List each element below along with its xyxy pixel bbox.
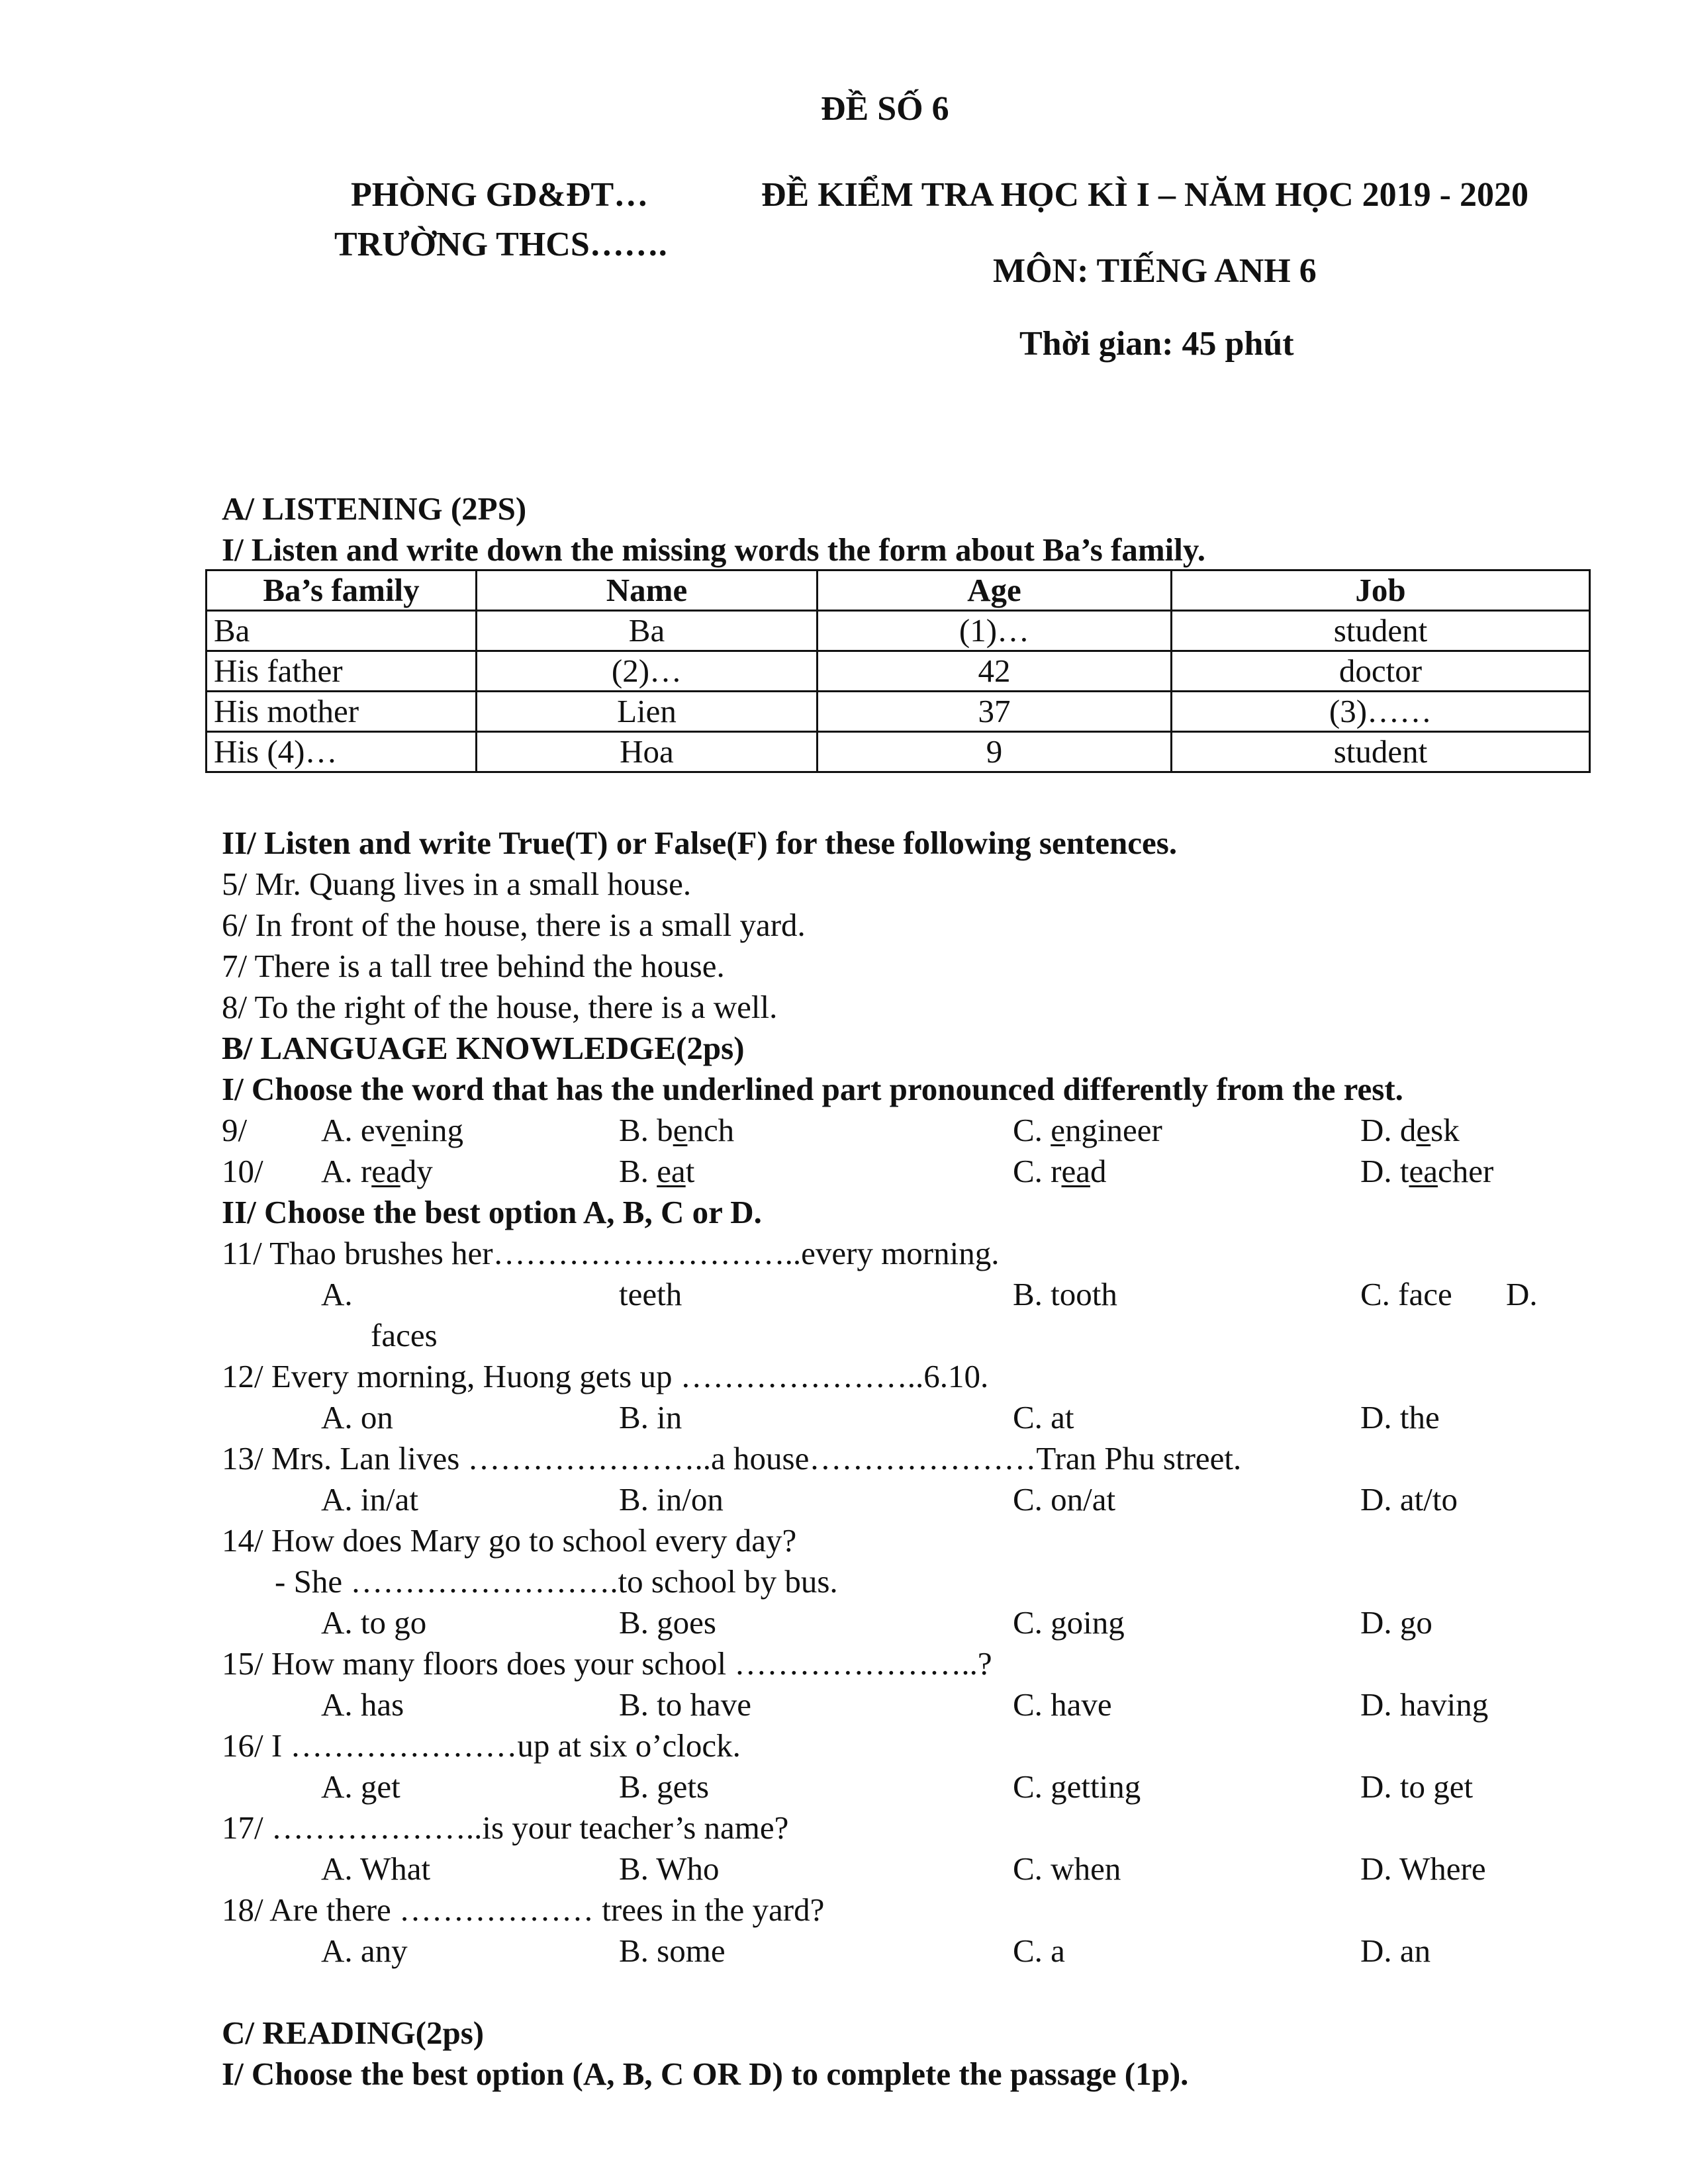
table-cell: doctor [1172, 651, 1590, 692]
option-d-text: faces [371, 1317, 438, 1353]
table-row [207, 732, 1590, 772]
question-stem: 17/ ………………..is your teacher’s name? [222, 1809, 789, 1846]
question-stem: 13/ Mrs. Lan lives …………………..a house…………………Tran Phu street. [222, 1440, 1242, 1477]
option-c: C. read [1013, 1153, 1107, 1189]
question-stem-continued: - She …………………….to school by bus. [275, 1563, 838, 1600]
question-stem: 16/ I …………………up at six o’clock. [222, 1727, 741, 1764]
language-part2-instruction: II/ Choose the best option A, B, C or D. [222, 1194, 762, 1230]
option-b: B. bench [619, 1112, 735, 1148]
option-c: C. when [1013, 1850, 1121, 1887]
option-a: A. has [321, 1686, 404, 1723]
table-cell: 9 [818, 732, 1172, 772]
table-row [207, 692, 1590, 732]
tf-sentence: 7/ There is a tall tree behind the house. [222, 948, 725, 984]
option-a-text: teeth [619, 1276, 682, 1312]
question-number: 10/ [222, 1153, 263, 1189]
table-row [207, 651, 1590, 692]
question-number: 9/ [222, 1112, 248, 1148]
option-c: C. on/at [1013, 1481, 1116, 1518]
option-c: C. a [1013, 1933, 1065, 1969]
table-cell: student [1172, 611, 1590, 651]
option-b: B. Who [619, 1850, 720, 1887]
duration: Thời gian: 45 phút [1019, 325, 1294, 363]
option-c: C. getting [1013, 1768, 1141, 1805]
option-a: A. What [321, 1850, 431, 1887]
question-stem: 11/ Thao brushes her………………………..every morning. [222, 1235, 1000, 1271]
option-c: C. at [1013, 1399, 1074, 1435]
option-d: D. at/to [1360, 1481, 1458, 1518]
tf-sentence: 6/ In front of the house, there is a small yard. [222, 907, 806, 943]
listening-heading: A/ LISTENING (2PS) [222, 490, 527, 527]
table-cell: 42 [818, 651, 1172, 692]
option-b: B. to have [619, 1686, 752, 1723]
language-part1-instruction: I/ Choose the word that has the underlined part pronounced differently from the rest. [222, 1071, 1403, 1107]
question-stem: 15/ How many floors does your school …………………..? [222, 1645, 992, 1682]
question-stem: 12/ Every morning, Huong gets up …………………..6.10. [222, 1358, 989, 1394]
option-d: D. having [1360, 1686, 1489, 1723]
option-b: B. tooth [1013, 1276, 1117, 1312]
option-c: C. going [1013, 1604, 1125, 1641]
reading-heading: C/ READING(2ps) [222, 2015, 485, 2051]
option-a: A. evening [321, 1112, 464, 1148]
exam-code: ĐỀ SỐ 6 [821, 90, 949, 128]
language-heading: B/ LANGUAGE KNOWLEDGE(2ps) [222, 1030, 745, 1066]
option-b: B. eat [619, 1153, 695, 1189]
table-header-cell: Age [818, 570, 1172, 611]
option-c: C. engineer [1013, 1112, 1162, 1148]
tf-sentence: 8/ To the right of the house, there is a well. [222, 989, 778, 1025]
table-header-cell: Name [477, 570, 818, 611]
table-cell: 37 [818, 692, 1172, 732]
family-table [205, 569, 1591, 773]
option-a: A. in/at [321, 1481, 418, 1518]
option-d: D. an [1360, 1933, 1431, 1969]
table-cell: (2)… [477, 651, 818, 692]
table-cell: Lien [477, 692, 818, 732]
table-cell: His father [207, 651, 477, 692]
option-d: D. go [1360, 1604, 1432, 1641]
table-row [207, 611, 1590, 651]
option-c: C. face [1360, 1276, 1452, 1312]
reading-part1-instruction: I/ Choose the best option (A, B, C OR D) to complete the passage (1p). [222, 2056, 1189, 2092]
option-b: B. gets [619, 1768, 710, 1805]
option-c: C. have [1013, 1686, 1112, 1723]
table-cell: His (4)… [207, 732, 477, 772]
table-cell: His mother [207, 692, 477, 732]
table-cell: (3)…… [1172, 692, 1590, 732]
table-cell: Ba [207, 611, 477, 651]
option-a: A. [321, 1276, 353, 1312]
option-b: B. some [619, 1933, 726, 1969]
option-a: A. get [321, 1768, 400, 1805]
listening-part2-instruction: II/ Listen and write True(T) or False(F) for these following sentences. [222, 825, 1178, 861]
option-d: D. Where [1360, 1850, 1486, 1887]
table-cell: Ba [477, 611, 818, 651]
tf-sentence: 5/ Mr. Quang lives in a small house. [222, 866, 692, 902]
option-a: A. any [321, 1933, 408, 1969]
option-a: A. ready [321, 1153, 433, 1189]
option-b: B. goes [619, 1604, 716, 1641]
table-cell: student [1172, 732, 1590, 772]
option-d: D. desk [1360, 1112, 1460, 1148]
question-stem: 18/ Are there ……………… trees in the yard? [222, 1891, 825, 1928]
option-b: B. in/on [619, 1481, 724, 1518]
table-cell: (1)… [818, 611, 1172, 651]
question-stem: 14/ How does Mary go to school every day? [222, 1522, 797, 1559]
table-header-cell: Ba’s family [207, 570, 477, 611]
listening-part1-instruction: I/ Listen and write down the missing words the form about Ba’s family. [222, 531, 1205, 568]
option-d: D. teacher [1360, 1153, 1494, 1189]
option-d: D. the [1360, 1399, 1440, 1435]
option-d: D. [1506, 1276, 1538, 1312]
table-cell: Hoa [477, 732, 818, 772]
table-header-cell: Job [1172, 570, 1590, 611]
exam-title: ĐỀ KIỂM TRA HỌC KÌ I – NĂM HỌC 2019 - 2020 [761, 176, 1528, 214]
option-a: A. on [321, 1399, 393, 1435]
office-name: PHÒNG GD&ĐT… [351, 176, 649, 214]
school-name: TRƯỜNG THCS……. [334, 226, 667, 263]
option-b: B. in [619, 1399, 682, 1435]
option-a: A. to go [321, 1604, 427, 1641]
option-d: D. to get [1360, 1768, 1474, 1805]
table-header-row [207, 570, 1590, 611]
subject: MÔN: TIẾNG ANH 6 [993, 252, 1317, 290]
